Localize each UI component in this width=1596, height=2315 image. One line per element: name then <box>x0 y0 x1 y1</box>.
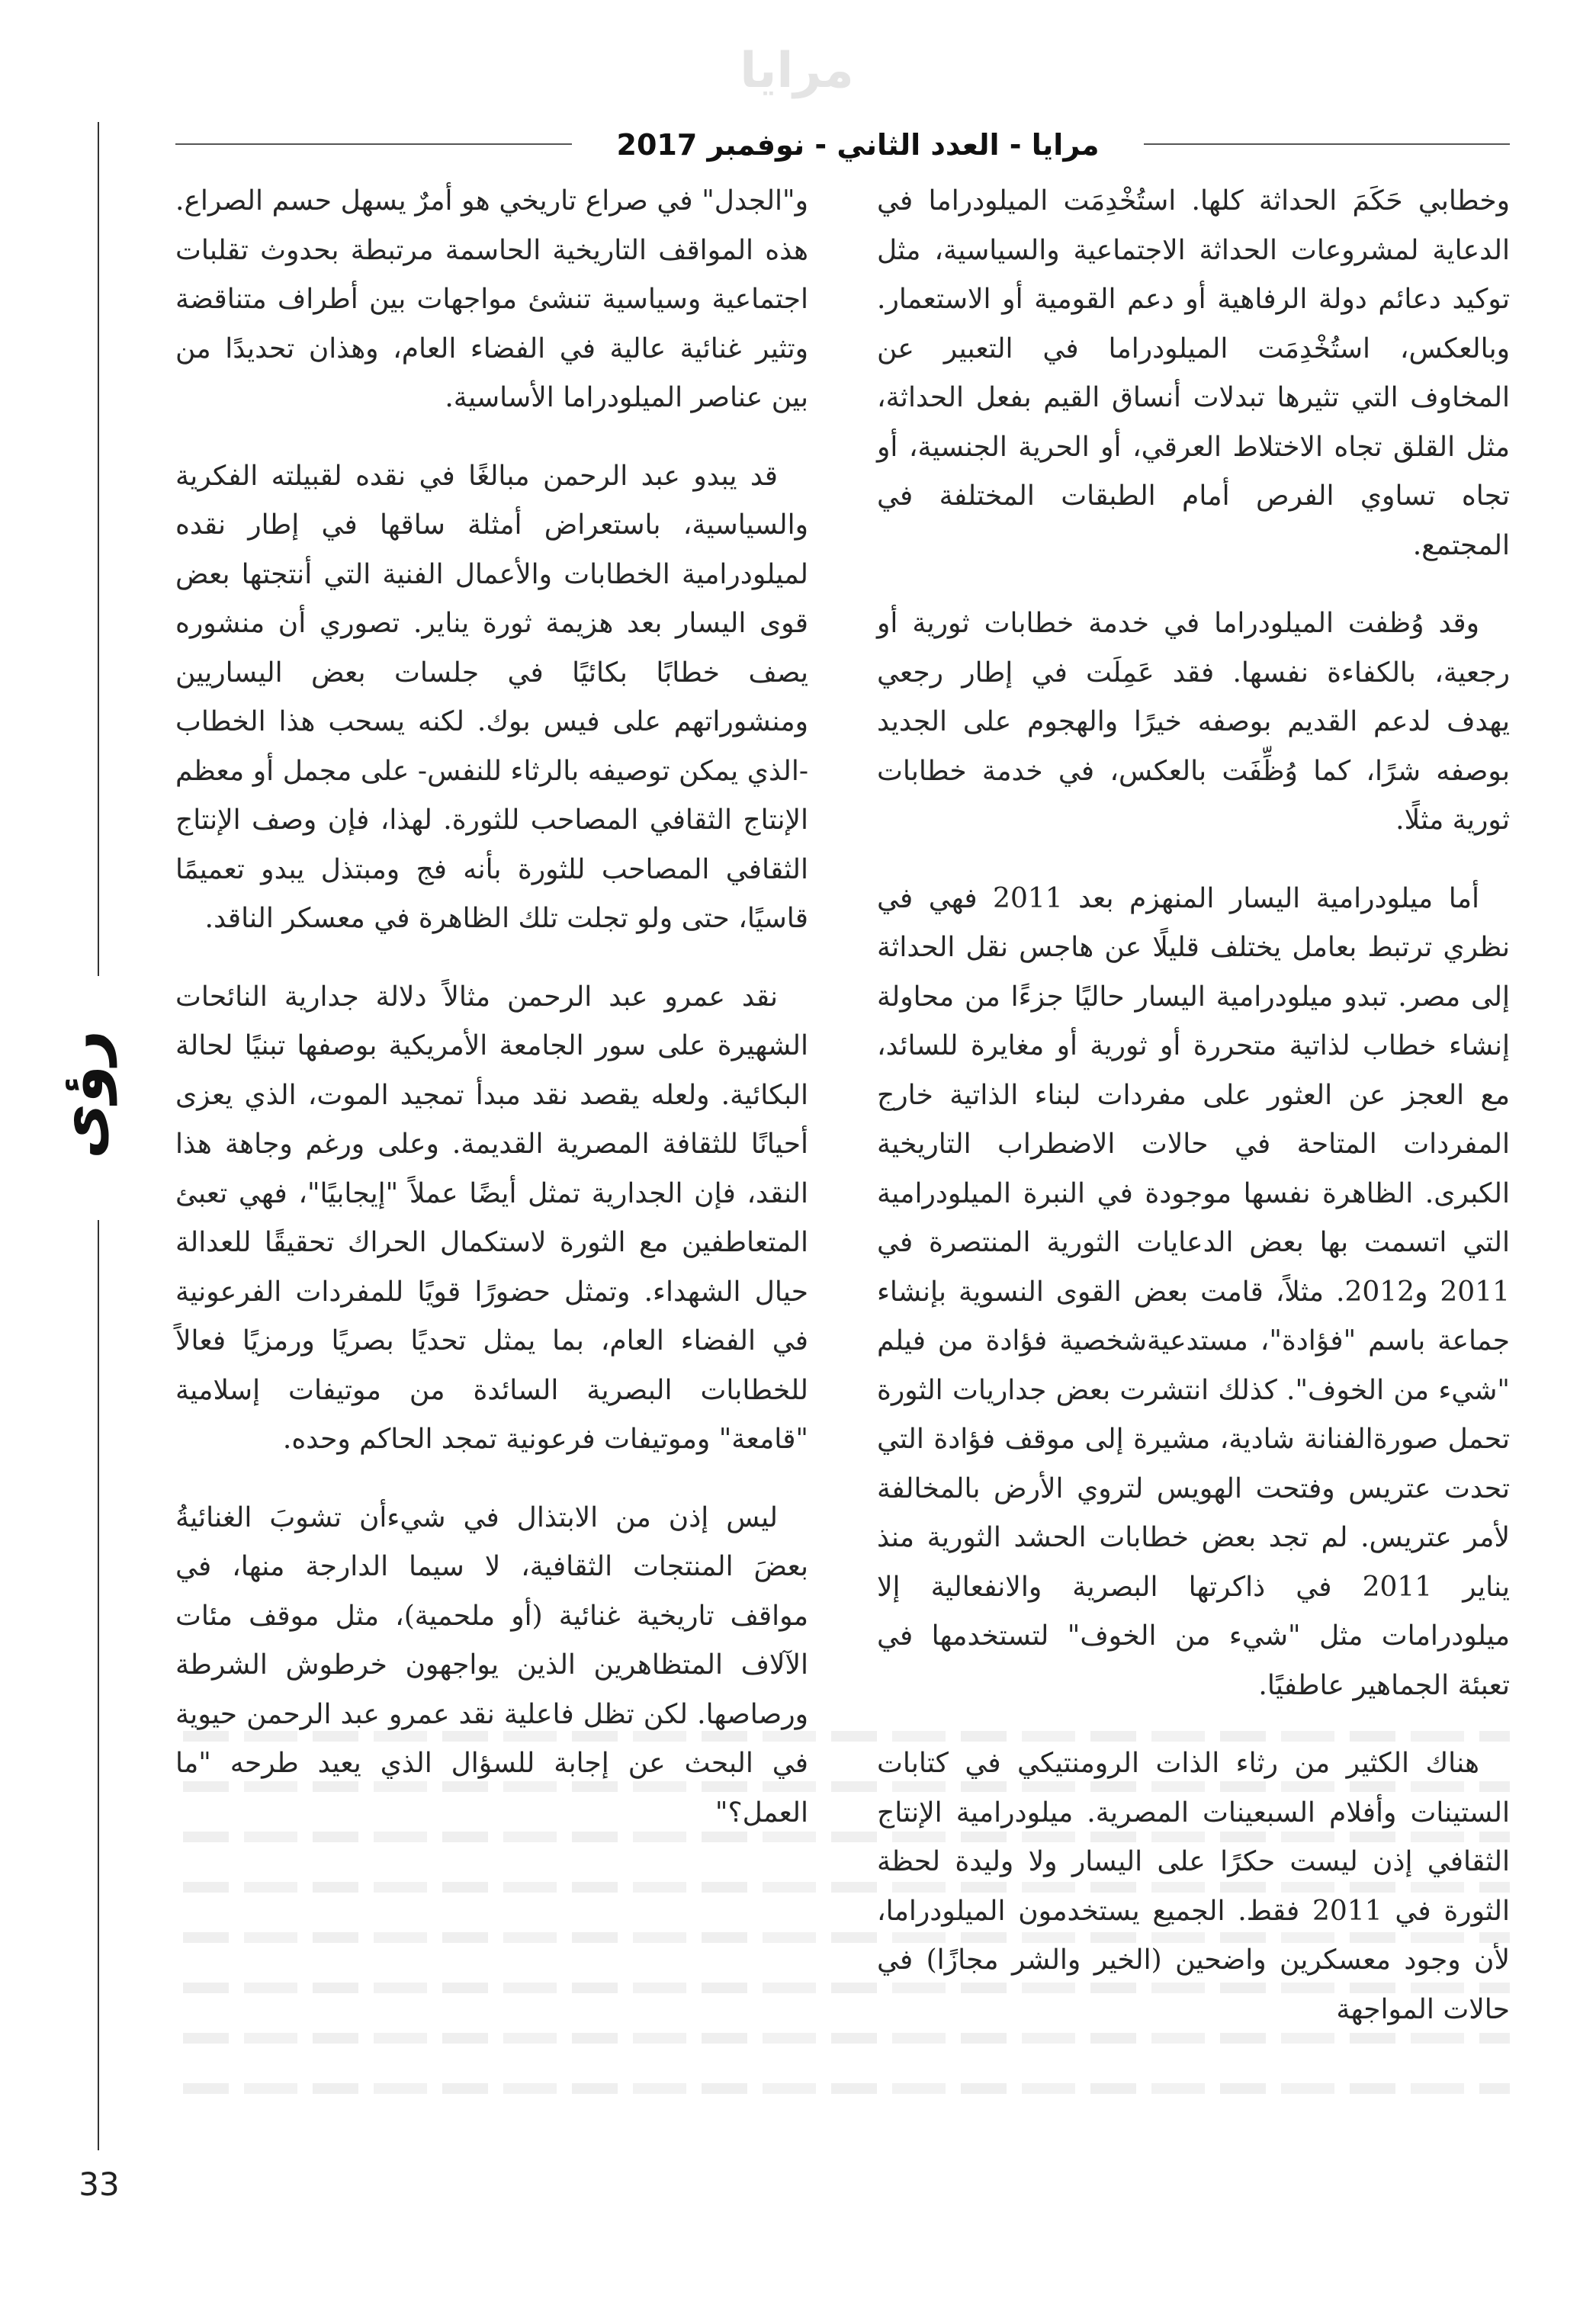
paragraph: ليس إذن من الابتذال في شيءأن تشوبَ الغنائيةُ بعضَ المنتجات الثقافية، لا سيما الدارجة منها، في مواقف تاريخية غنائية (أو ملحمية)، مثل موقف مئات الآلاف المتظاهرين الذين يواجهون خرطوش الشرطة ورصاصها. لكن تظل فاعلية نقد عمرو عبد الرحمن حيوية في البحث عن إجابة للسؤال الذي يعيد طرحه "ما العمل؟" <box>175 1501 808 1829</box>
side-rule-top <box>98 122 99 976</box>
paragraph: وقد وُظفت الميلودراما في خدمة خطابات ثورية أو رجعية، بالكفاءة نفسها. فقد عَمِلَت في إطار رجعي يهدف لدعم القديم بوصفه خيرًا والهجوم على الجديد بوصفه شرًا، كما وُظِّفَت بالعكس، في خدمة خطابات ثورية مثلًا. <box>877 608 1510 836</box>
paragraph: هناك الكثير من رثاء الذات الرومنتيكي في كتابات الستينات وأفلام السبعينات المصرية. ميلودرامية الإنتاج الثقافي إذن ليست حكرًا على اليسار ولا وليدة لحظة الثورة في 2011 فقط. الجميع يستخدمون الميلودراما، لأن وجود معسكرين واضحين (الخير والشر مجازًا) في حالات المواجهة <box>877 1748 1510 2025</box>
paragraph: و"الجدل" في صراع تاريخي هو أمرٌ يسهل حسم الصراع. هذه المواقف التاريخية الحاسمة مرتبطة بحدوث تقلبات اجتماعية وسياسية تنشئ مواجهات بين أطراف متناقضة وتثير غنائية عالية في الفضاء العام، وهذان تحديدًا من بين عناصر الميلودراما الأساسية. <box>175 185 808 413</box>
paragraph: نقد عمرو عبد الرحمن مثالاً دلالة جدارية النائحات الشهيرة على سور الجامعة الأمريكية بوصفها تبنيًا لحالة البكائية. ولعله يقصد نقد مبدأ تمجيد الموت، الذي يعزى أحيانًا للثقافة المصرية القديمة. وعلى ورغم وجاهة هذا النقد، فإن الجدارية تمثل أيضًا عملاً "إيجابيًا"، فهي تعبئ المتعاطفين مع الثورة لاستكمال الحراك تحقيقًا للعدالة حيال الشهداء. وتمثل حضورًا قويًا للمفردات الفرعونية في الفضاء العام، بما يمثل تحديًا بصريًا ورمزيًا فعالاً للخطابات البصرية السائدة من موتيفات إسلامية "قامعة" وموتيفات فرعونية تمجد الحاكم وحده. <box>175 981 808 1455</box>
header-title: مرايا - العدد الثاني - نوفمبر 2017 <box>616 128 1100 162</box>
ghost-masthead-logo: مرايا <box>740 43 854 99</box>
page-number: 33 <box>79 2166 120 2203</box>
paragraph: أما ميلودرامية اليسار المنهزم بعد 2011 فهي في نظري ترتبط بعامل يختلف قليلًا عن هاجس نقل الحداثة إلى مصر. تبدو ميلودرامية اليسار حاليًا جزءًا من محاولة إنشاء خطاب لذاتية متحررة أو ثورية أو مغايرة للسائد، مع العجز عن العثور على مفردات لبناء الذاتية خارج المفردات المتاحة في حالات الاضطراب التاريخية الكبرى. الظاهرة نفسها موجودة في النبرة الميلودرامية التي اتسمت بها بعض الدعايات الثورية المنتصرة في 2011 و2012. مثلاً، قامت بعض القوى النسوية بإنشاء جماعة باسم "فؤادة"، مستدعيةشخصية فؤادة من فيلم "شيء من الخوف". كذلك انتشرت بعض جداريات الثورة تحمل صورةالفنانة شادية، مشيرة إلى موقف فؤادة التي تحدت عتريس وفتحت الهويس لتروي الأرض بالمخالفة لأمر عتريس. لم تجد بعض خطابات الحشد الثورية منذ يناير 2011 في ذاكرتها البصرية والانفعالية إلا ميلودرامات مثل "شيء من الخوف" لتستخدمها في تعبئة الجماهير عاطفيًا. <box>877 882 1511 1701</box>
paragraph: قد يبدو عبد الرحمن مبالغًا في نقده لقبيلته الفكرية والسياسية، باستعراض أمثلة ساقها في إطار نقده لميلودرامية الخطابات والأعمال الفنية التي أنتجتها بعض قوى اليسار بعد هزيمة ثورة يناير. تصوري أن منشوره يصف خطابًا بكائيًا في جلسات بعض اليساريين ومنشوراتهم على فيس بوك. لكنه يسحب هذا الخطاب -الذي يمكن توصيفه بالرثاء للنفس- على مجمل أو معظم الإنتاج الثقافي المصاحب للثورة. لهذا، فإن وصف الإنتاج الثقافي المصاحب للثورة بأنه فج ومبتذل يبدو تعميمًا قاسيًا، حتى ولو تجلت تلك الظاهرة في معسكر الناقد. <box>175 460 808 934</box>
header-rule-left <box>175 143 572 145</box>
header-rule-right <box>1144 143 1510 145</box>
section-label-text: رؤى <box>46 1029 117 1159</box>
running-header <box>175 122 1510 168</box>
bleed-through-texture <box>183 1731 1510 2158</box>
paragraph: وخطابي حَكَمَ الحداثة كلها. استُخْدِمَت الميلودراما في الدعاية لمشروعات الحداثة الاجتماعية والسياسية، مثل توكيد دعائم دولة الرفاهية أو دعم القومية أو الاستعمار. وبالعكس، استُخْدِمَت الميلودراما في التعبير عن المخاوف التي تثيرها تبدلات أنساق القيم بفعل الحداثة، مثل القلق تجاه الاختلاط العرقي، أو الحرية الجنسية، أو تجاه تساوي الفرص أمام الطبقات المختلفة في المجتمع. <box>877 185 1510 561</box>
left-column <box>175 177 808 1867</box>
side-rule-bottom <box>98 1220 99 2150</box>
section-label <box>40 1018 124 1170</box>
